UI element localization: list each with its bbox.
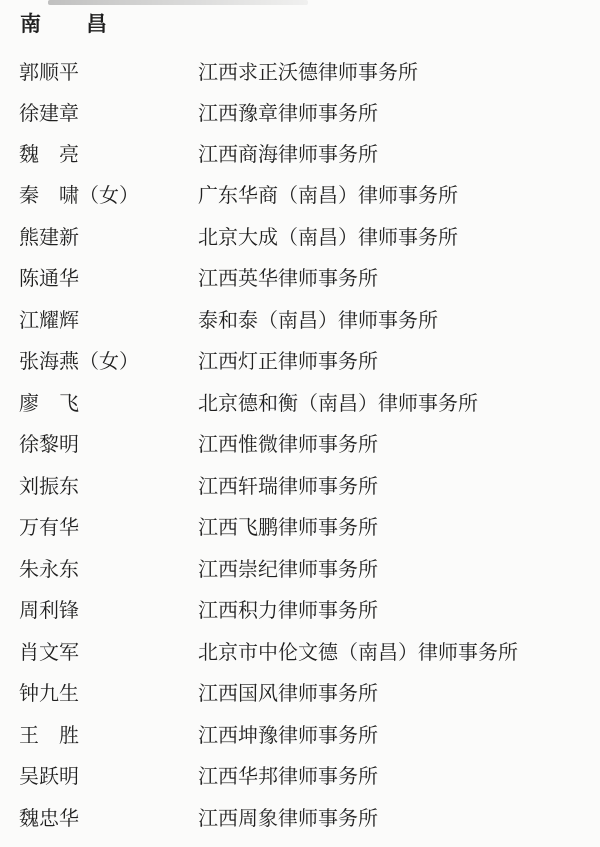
lawyer-name: 王 胜	[19, 723, 79, 747]
law-firm-name: 江西商海律师事务所	[198, 142, 378, 166]
law-firm-name: 江西崇纪律师事务所	[198, 557, 378, 581]
list-item	[0, 676, 600, 710]
section-title: 南 昌	[20, 12, 119, 36]
law-firm-name: 江西周象律师事务所	[198, 806, 378, 830]
law-firm-name: 广东华商（南昌）律师事务所	[198, 183, 458, 207]
lawyer-name: 周利锋	[19, 598, 79, 622]
law-firm-name: 江西华邦律师事务所	[198, 764, 378, 788]
law-firm-name: 江西豫章律师事务所	[198, 101, 378, 125]
law-firm-name: 北京市中伦文德（南昌）律师事务所	[198, 640, 518, 664]
lawyer-name: 徐黎明	[19, 432, 79, 456]
lawyer-name: 朱永东	[19, 557, 79, 581]
law-firm-name: 江西英华律师事务所	[198, 266, 378, 290]
list-item	[0, 759, 600, 793]
lawyer-name: 吴跃明	[19, 764, 79, 788]
law-firm-name: 江西灯正律师事务所	[198, 349, 378, 373]
law-firm-name: 江西飞鹏律师事务所	[198, 515, 378, 539]
list-item	[0, 220, 600, 254]
list-item	[0, 635, 600, 669]
list-item	[0, 801, 600, 835]
list-item	[0, 718, 600, 752]
list-item	[0, 137, 600, 171]
law-firm-name: 江西轩瑞律师事务所	[198, 474, 378, 498]
law-firm-name: 泰和泰（南昌）律师事务所	[198, 308, 438, 332]
list-item	[0, 261, 600, 295]
lawyer-name: 魏忠华	[19, 806, 79, 830]
lawyer-name: 钟九生	[19, 681, 79, 705]
lawyer-name: 魏 亮	[19, 142, 79, 166]
lawyer-name: 张海燕（女）	[19, 349, 139, 373]
list-item	[0, 593, 600, 627]
list-item	[0, 96, 600, 130]
list-item	[0, 469, 600, 503]
list-item	[0, 427, 600, 461]
lawyer-name: 江耀辉	[19, 308, 79, 332]
law-firm-name: 江西国风律师事务所	[198, 681, 378, 705]
list-item	[0, 55, 600, 89]
lawyer-name: 肖文军	[19, 640, 79, 664]
list-item	[0, 303, 600, 337]
list-item	[0, 344, 600, 378]
lawyer-name: 郭顺平	[19, 60, 79, 84]
lawyer-name: 陈通华	[19, 266, 79, 290]
lawyer-name: 万有华	[19, 515, 79, 539]
lawyer-name: 廖 飞	[19, 391, 79, 415]
law-firm-name: 江西坤豫律师事务所	[198, 723, 378, 747]
lawyer-name: 徐建章	[19, 101, 79, 125]
lawyer-name: 秦 啸（女）	[19, 183, 139, 207]
law-firm-name: 北京大成（南昌）律师事务所	[198, 225, 458, 249]
law-firm-name: 江西惟微律师事务所	[198, 432, 378, 456]
law-firm-name: 江西求正沃德律师事务所	[198, 60, 418, 84]
list-item	[0, 510, 600, 544]
lawyer-name: 刘振东	[19, 474, 79, 498]
lawyer-name: 熊建新	[19, 225, 79, 249]
law-firm-name: 北京德和衡（南昌）律师事务所	[198, 391, 478, 415]
list-item	[0, 178, 600, 212]
list-item	[0, 386, 600, 420]
list-item	[0, 552, 600, 586]
law-firm-name: 江西积力律师事务所	[198, 598, 378, 622]
